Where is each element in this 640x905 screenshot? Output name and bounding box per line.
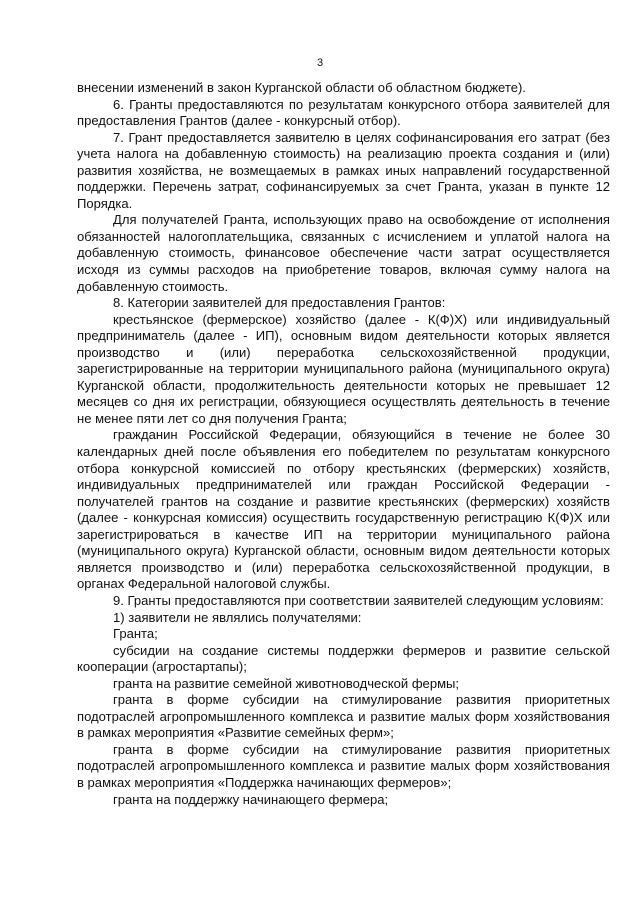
- paragraph: Для получателей Гранта, использующих право на освобождение от исполнения обязанностей налогоплательщика, связанных с исчислением и уплатой налога на добавленную стоимость, финансовое обеспечение части затрат осуществляется исходя из суммы расходов на приобретение товаров, включая сумму налога на добавленную стоимость.: [77, 212, 610, 294]
- paragraph: субсидии на создание системы поддержки фермеров и развитие сельской кооперации (агростартапы);: [77, 642, 610, 675]
- document-body: [77, 80, 610, 808]
- paragraph: 8. Категории заявителей для предоставления Грантов:: [113, 295, 446, 311]
- paragraph: 1) заявители не являлись получателями:: [113, 609, 362, 625]
- paragraph: гранта на поддержку начинающего фермера;: [113, 791, 389, 807]
- paragraph: 7. Грант предоставляется заявителю в целях софинансирования его затрат (без учета налога на добавленную стоимость) на реализацию проекта создания и (или) развития хозяйства, не возмещаемых в рамках иных направлений государственной поддержки. Перечень затрат, софинансируемых за счет Гранта, указан в пункте 12 Порядка.: [77, 129, 610, 211]
- page-number: 3: [316, 57, 324, 69]
- paragraph: гражданин Российской Федерации, обязующийся в течение не более 30 календарных дней после объявления его победителем по результатам конкурсного отбора конкурсной комиссией по отбору крестьянских (фермерских) хозяйств, индивидуальных предпринимателей или граждан Российской Федерации - получателей грантов на создание и развитие крестьянских (фермерских) хозяйств (далее - конкурсная комиссия) осуществить государственную регистрацию К(Ф)Х или зарегистрироваться в качестве ИП на территории муниципального района (муниципального округа) Курганской области, основным видом деятельности которых является производство и (или) переработка сельскохозяйственной продукции, в органах Федеральной налоговой службы.: [77, 427, 610, 592]
- paragraph: крестьянское (фермерское) хозяйство (далее - К(Ф)Х) или индивидуальный предприниматель (далее - ИП), основным видом деятельности которых является производство и (или) переработка сельскохозяйственной продукции, зарегистрированные на территории муниципального района (муниципального округа) Курганской области, продолжительность деятельности которых не превышает 12 месяцев со дня их регистрации, обязующиеся осуществлять деятельность в течение не менее пяти лет со дня получения Гранта;: [77, 311, 610, 426]
- paragraph: внесении изменений в закон Курганской области об областном бюджете).: [77, 80, 526, 95]
- paragraph: 9. Гранты предоставляются при соответствии заявителей следующим условиям:: [113, 592, 604, 608]
- paragraph: гранта в форме субсидии на стимулирование развития приоритетных подотраслей агропромышленного комплекса и развитие малых форм хозяйствования в рамках мероприятия «Поддержка начинающих фермеров»;: [77, 741, 610, 790]
- paragraph: 6. Гранты предоставляются по результатам конкурсного отбора заявителей для предоставления Грантов (далее - конкурсный отбор).: [77, 96, 610, 129]
- paragraph: гранта в форме субсидии на стимулирование развития приоритетных подотраслей агропромышленного комплекса и развитие малых форм хозяйствования в рамках мероприятия «Развитие семейных ферм»;: [77, 692, 610, 741]
- paragraph: Гранта;: [113, 626, 158, 642]
- paragraph: гранта на развитие семейной животноводческой фермы;: [113, 675, 460, 691]
